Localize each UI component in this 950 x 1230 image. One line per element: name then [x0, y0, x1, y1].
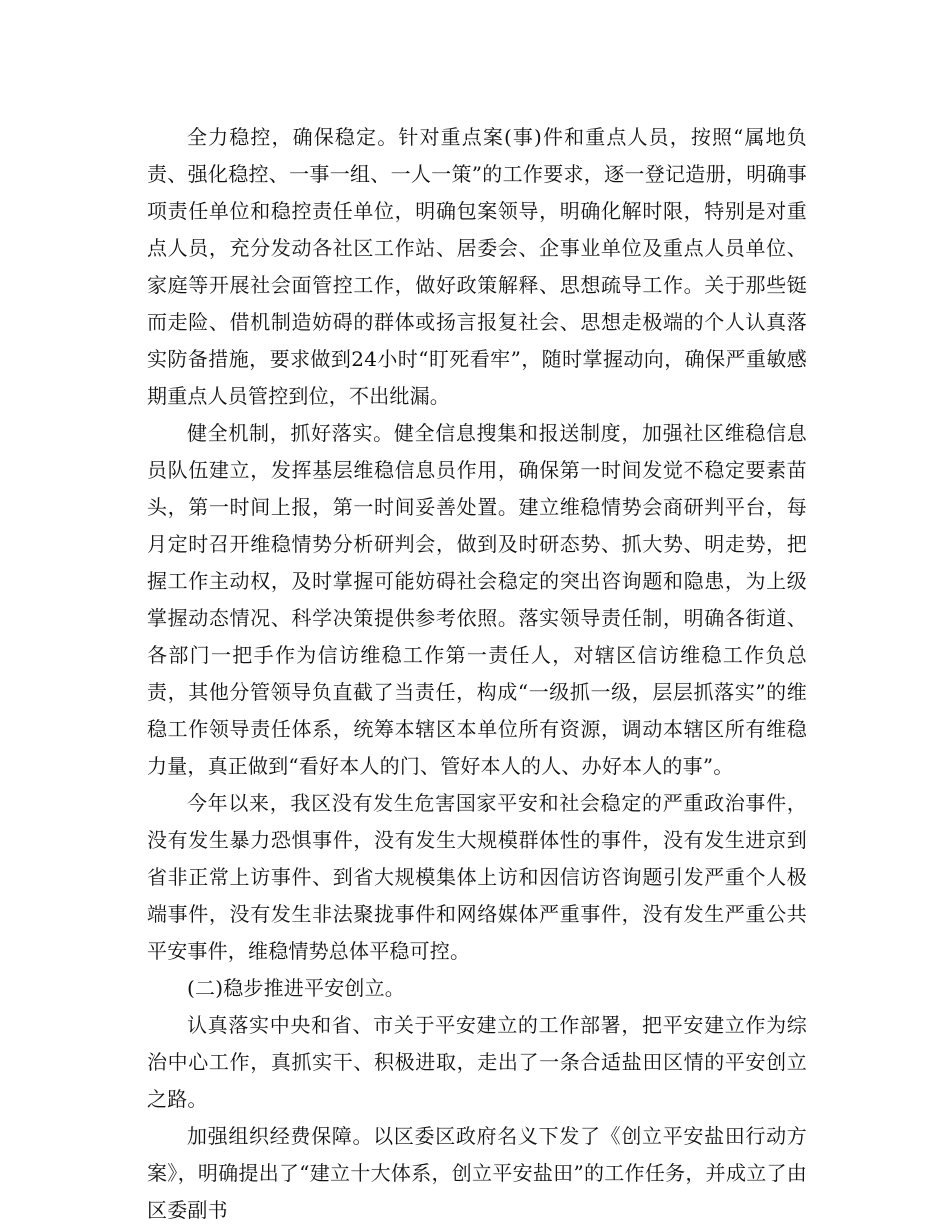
paragraph-this-year: 今年以来，我区没有发生危害国家平安和社会稳定的严重政治事件，没有发生暴力恐惧事件，没有发生大规模群体性的事件，没有发生进京到省非正常上访事件、到省大规模集体上访和因信访咨询题引发严重个人极端事件，没有发生非法聚拢事件和网络媒体严重事件，没有发生严重公共平安事件，维稳情势总体平稳可控。	[147, 791, 807, 963]
paragraph-organization-funding: 加强组织经费保障。以区委区政府名义下发了《创立平安盐田行动方案》，明确提出了“建立十大体系，创立平安盐田”的工作任务，并成立了由区委副书	[147, 1124, 807, 1222]
section-heading-safety-creation: (二)稳步推进平安创立。	[187, 976, 406, 1000]
paragraph-stability-control: 全力稳控，确保稳定。针对重点案(事)件和重点人员，按照“属地负责、强化稳控、一事一组、一人一策”的工作要求，逐一登记造册，明确事项责任单位和稳控责任单位，明确包案领导，明确化解时限，特别是对重点人员，充分发动各社区工作站、居委会、企事业单位及重点人员单位、家庭等开展社会面管控工作，做好政策解释、思想疏导工作。关于那些铤而走险、借机制造妨碍的群体或扬言报复社会、思想走极端的个人认真落实防备措施，要求做到24小时“盯死看牢”，随时掌握动向，确保严重敏感期重点人员管控到位，不出纰漏。	[147, 125, 807, 408]
document-body	[147, 119, 807, 1229]
paragraph-mechanism: 健全机制，抓好落实。健全信息搜集和报送制度，加强社区维稳信息员队伍建立，发挥基层维稳信息员作用，确保第一时间发觉不稳定要素苗头，第一时间上报，第一时间妥善处置。建立维稳情势会商研判平台，每月定时召开维稳情势分析研判会，做到及时研态势、抓大势、明走势，把握工作主动权，及时掌握可能妨碍社会稳定的突出咨询题和隐患，为上级掌握动态情况、科学决策提供参考依照。落实领导责任制，明确各街道、各部门一把手作为信访维稳工作第一责任人，对辖区信访维稳工作负总责，其他分管领导负直截了当责任，构成“一级抓一级，层层抓落实”的维稳工作领导责任体系，统筹本辖区本单位所有资源，调动本辖区所有维稳力量，真正做到“看好本人的门、管好本人的人、办好本人的事”。	[147, 421, 807, 778]
paragraph-implementation: 认真落实中央和省、市关于平安建立的工作部署，把平安建立作为综治中心工作，真抓实干、积极进取，走出了一条合适盐田区情的平安创立之路。	[147, 1013, 807, 1111]
